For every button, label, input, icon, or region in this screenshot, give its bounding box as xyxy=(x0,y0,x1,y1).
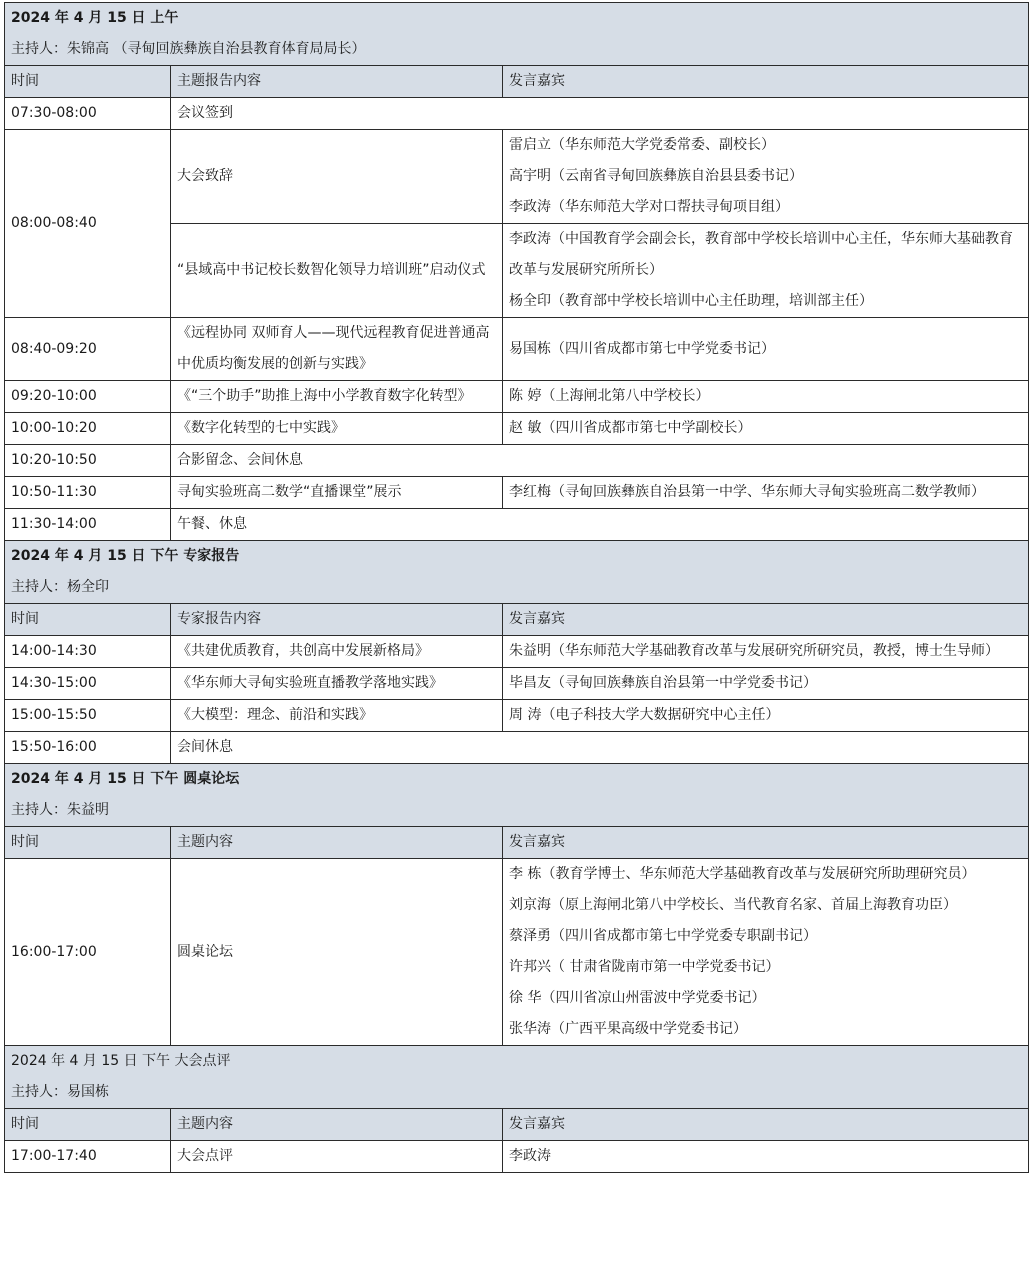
time-cell: 11:30-14:00 xyxy=(5,509,171,541)
speakers-cell xyxy=(503,477,1029,509)
agenda-table xyxy=(4,2,1029,1173)
table-row xyxy=(5,700,1029,732)
time-cell: 17:00-17:40 xyxy=(5,1141,171,1173)
table-row xyxy=(5,668,1029,700)
time-cell: 09:20-10:00 xyxy=(5,381,171,413)
topic-cell: 大会致辞 xyxy=(171,130,503,224)
time-cell: 15:00-15:50 xyxy=(5,700,171,732)
speaker-entry: 李政涛（华东师范大学对口帮扶寻甸项目组） xyxy=(509,199,789,215)
speaker-entry: 雷启立（华东师范大学党委常委、副校长） xyxy=(509,137,775,153)
table-row xyxy=(5,859,1029,1046)
host-row xyxy=(5,795,1029,827)
topic-cell: 合影留念、会间休息 xyxy=(171,445,1029,477)
column-header: 发言嘉宾 xyxy=(503,1109,1029,1141)
section-title-row xyxy=(5,1046,1029,1078)
header-row xyxy=(5,66,1029,98)
topic-cell: 寻甸实验班高二数学“直播课堂”展示 xyxy=(171,477,503,509)
speakers-cell xyxy=(503,700,1029,732)
speaker-entry: 周 涛（电子科技大学大数据研究中心主任） xyxy=(509,707,780,723)
column-header: 时间 xyxy=(5,827,171,859)
table-row xyxy=(5,636,1029,668)
speaker-entry: 蔡泽勇（四川省成都市第七中学党委专职副书记） xyxy=(509,928,817,944)
speaker-entry: 刘京海（原上海闸北第八中学校长、当代教育名家、首届上海教育功臣） xyxy=(509,897,957,913)
speaker-entry: 陈 婷（上海闸北第八中学校长） xyxy=(509,388,710,404)
speaker-entry: 高宇明（云南省寻甸回族彝族自治县县委书记） xyxy=(509,168,803,184)
time-cell: 10:00-10:20 xyxy=(5,413,171,445)
topic-cell: 《远程协同 双师育人——现代远程教育促进普通高中优质均衡发展的创新与实践》 xyxy=(171,318,503,381)
speakers-cell xyxy=(503,859,1029,1046)
speakers-cell xyxy=(503,636,1029,668)
time-cell: 10:20-10:50 xyxy=(5,445,171,477)
section-title: 2024 年 4 月 15 日 下午 专家报告 xyxy=(5,541,1029,573)
topic-cell: 午餐、休息 xyxy=(171,509,1029,541)
topic-cell: 圆桌论坛 xyxy=(171,859,503,1046)
speaker-entry: 李红梅（寻甸回族彝族自治县第一中学、华东师大寻甸实验班高二数学教师） xyxy=(509,484,985,500)
speakers-cell xyxy=(503,668,1029,700)
section-title-row xyxy=(5,764,1029,796)
section-title-row xyxy=(5,3,1029,35)
speaker-entry: 李 栋（教育学博士、华东师范大学基础教育改革与发展研究所助理研究员） xyxy=(509,866,976,882)
table-row xyxy=(5,413,1029,445)
header-row xyxy=(5,604,1029,636)
section-title: 2024 年 4 月 15 日 下午 圆桌论坛 xyxy=(5,764,1029,796)
topic-cell: 《数字化转型的七中实践》 xyxy=(171,413,503,445)
header-row xyxy=(5,827,1029,859)
time-cell: 07:30-08:00 xyxy=(5,98,171,130)
time-cell: 10:50-11:30 xyxy=(5,477,171,509)
column-header: 发言嘉宾 xyxy=(503,827,1029,859)
column-header: 时间 xyxy=(5,604,171,636)
speakers-cell xyxy=(503,130,1029,224)
speaker-entry: 易国栋（四川省成都市第七中学党委书记） xyxy=(509,340,775,357)
table-row xyxy=(5,445,1029,477)
speakers-cell xyxy=(503,381,1029,413)
speaker-entry: 李政涛（中国教育学会副会长，教育部中学校长培训中心主任，华东师大基础教育改革与发展研究所所长） xyxy=(509,231,1013,278)
speakers-cell xyxy=(503,224,1029,318)
table-row xyxy=(5,509,1029,541)
host-label: 主持人：杨全印 xyxy=(5,572,1029,604)
table-row xyxy=(5,732,1029,764)
speaker-entry: 徐 华（四川省凉山州雷波中学党委书记） xyxy=(509,990,766,1006)
host-row xyxy=(5,572,1029,604)
table-row xyxy=(5,98,1029,130)
column-header: 时间 xyxy=(5,66,171,98)
time-cell: 16:00-17:00 xyxy=(5,859,171,1046)
speaker-entry: 毕昌友（寻甸回族彝族自治县第一中学党委书记） xyxy=(509,675,817,691)
time-cell: 14:30-15:00 xyxy=(5,668,171,700)
time-cell: 14:00-14:30 xyxy=(5,636,171,668)
table-row xyxy=(5,1141,1029,1173)
header-row xyxy=(5,1109,1029,1141)
speaker-entry: 赵 敏（四川省成都市第七中学副校长） xyxy=(509,420,752,436)
host-label: 主持人：朱锦高 （寻甸回族彝族自治县教育体育局局长） xyxy=(5,34,1029,66)
speaker-entry: 朱益明（华东师范大学基础教育改革与发展研究所研究员，教授，博士生导师） xyxy=(509,643,999,659)
table-row xyxy=(5,318,1029,381)
section-title: 2024 年 4 月 15 日 上午 xyxy=(5,3,1029,35)
section-title-row xyxy=(5,541,1029,573)
topic-cell: 大会点评 xyxy=(171,1141,503,1173)
column-header: 时间 xyxy=(5,1109,171,1141)
column-header: 主题内容 xyxy=(171,827,503,859)
host-label: 主持人：朱益明 xyxy=(5,795,1029,827)
speakers-cell xyxy=(503,413,1029,445)
topic-cell: 会议签到 xyxy=(171,98,1029,130)
table-row xyxy=(5,477,1029,509)
column-header: 主题报告内容 xyxy=(171,66,503,98)
host-label: 主持人：易国栋 xyxy=(5,1077,1029,1109)
speakers-cell xyxy=(503,1141,1029,1173)
topic-cell: 《大模型：理念、前沿和实践》 xyxy=(171,700,503,732)
host-row xyxy=(5,1077,1029,1109)
agenda-body xyxy=(5,3,1029,1173)
topic-cell: 《“三个助手”助推上海中小学教育数字化转型》 xyxy=(171,381,503,413)
topic-cell: 会间休息 xyxy=(171,732,1029,764)
time-cell: 08:00-08:40 xyxy=(5,130,171,318)
column-header: 主题内容 xyxy=(171,1109,503,1141)
speaker-entry: 许邦兴（ 甘肃省陇南市第一中学党委书记） xyxy=(509,959,780,975)
table-row xyxy=(5,381,1029,413)
column-header: 发言嘉宾 xyxy=(503,66,1029,98)
time-cell: 15:50-16:00 xyxy=(5,732,171,764)
column-header: 发言嘉宾 xyxy=(503,604,1029,636)
time-cell: 08:40-09:20 xyxy=(5,318,171,381)
topic-cell: 《共建优质教育，共创高中发展新格局》 xyxy=(171,636,503,668)
table-row xyxy=(5,130,1029,224)
host-row xyxy=(5,34,1029,66)
section-title: 2024 年 4 月 15 日 下午 大会点评 xyxy=(5,1046,1029,1078)
speaker-entry: 李政涛 xyxy=(509,1148,551,1164)
speaker-entry: 杨全印（教育部中学校长培训中心主任助理，培训部主任） xyxy=(509,293,873,309)
topic-cell: 《华东师大寻甸实验班直播教学落地实践》 xyxy=(171,668,503,700)
speaker-entry: 张华涛（广西平果高级中学党委书记） xyxy=(509,1021,747,1037)
speakers-cell xyxy=(503,318,1029,381)
column-header: 专家报告内容 xyxy=(171,604,503,636)
topic-cell: “县域高中书记校长数智化领导力培训班”启动仪式 xyxy=(171,224,503,318)
